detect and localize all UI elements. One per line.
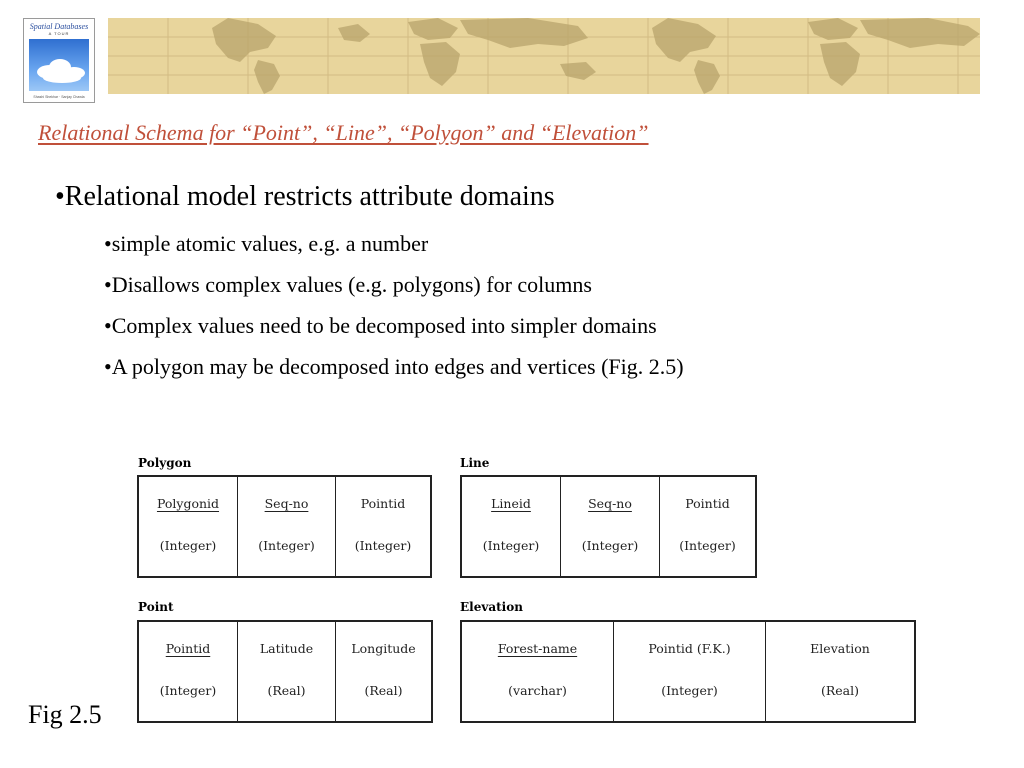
world-map-banner (108, 18, 980, 94)
point-column (238, 622, 336, 721)
column-name: Pointid (165, 641, 211, 656)
polygon-column (336, 477, 430, 576)
point-column (336, 622, 431, 721)
point-relation-table (137, 620, 433, 723)
bullet-main: •Relational model restricts attribute domains (55, 181, 555, 212)
column-name: Lineid (491, 496, 531, 511)
column-type: (Real) (364, 683, 403, 698)
line-column (660, 477, 755, 576)
book-cover-title: Spatial Databases (29, 22, 89, 31)
book-cover-authors: Shashi Shekhar · Sanjay Chawla (33, 95, 85, 99)
point-column (139, 622, 238, 721)
line-column (462, 477, 561, 576)
column-type: (Integer) (581, 538, 639, 553)
polygon-relation-table (137, 475, 432, 578)
column-type: (varchar) (508, 683, 567, 698)
column-type: (Real) (267, 683, 306, 698)
bullet-sub-2: •Disallows complex values (e.g. polygons) for columns (104, 272, 592, 297)
line-relation-table (460, 475, 757, 578)
column-name: Longitude (351, 641, 416, 656)
polygon-column (139, 477, 238, 576)
column-name: Pointid (360, 496, 406, 511)
elevation-column (614, 622, 766, 721)
column-type: (Integer) (354, 538, 412, 553)
bullet-sub-3: •Complex values need to be decomposed into simpler domains (104, 313, 657, 338)
column-name: Seq-no (588, 496, 632, 511)
column-type: (Integer) (482, 538, 540, 553)
bullet-sub-1: •simple atomic values, e.g. a number (104, 231, 429, 256)
elevation-column (462, 622, 614, 721)
column-name: Elevation (810, 641, 870, 656)
column-type: (Integer) (258, 538, 315, 553)
column-name: Polygonid (156, 496, 220, 511)
column-type: (Real) (820, 683, 859, 698)
column-name: Forest-name (497, 641, 578, 656)
column-type: (Integer) (159, 538, 217, 553)
elevation-relation-table (460, 620, 916, 723)
point-relation-name: Point (138, 600, 174, 614)
book-cover-sky-image (29, 39, 89, 91)
column-type: (Integer) (159, 683, 217, 698)
column-name: Seq-no (264, 496, 309, 511)
column-name: Pointid (F.K.) (648, 641, 731, 656)
polygon-relation-name: Polygon (138, 456, 192, 470)
column-type: (Integer) (661, 683, 718, 698)
elevation-relation-name: Elevation (460, 600, 523, 614)
figure-label: Fig 2.5 (28, 700, 102, 729)
bullet-sub-4: •A polygon may be decomposed into edges and vertices (Fig. 2.5) (104, 354, 684, 379)
column-name: Pointid (685, 496, 730, 511)
book-cover-image (23, 18, 95, 103)
column-name: Latitude (259, 641, 314, 656)
line-column (561, 477, 660, 576)
elevation-column (766, 622, 914, 721)
book-cover-subtitle: A TOUR (48, 31, 70, 36)
column-type: (Integer) (679, 538, 736, 553)
polygon-column (238, 477, 336, 576)
line-relation-name: Line (460, 456, 490, 470)
slide-title: Relational Schema for “Point”, “Line”, “Polygon” and “Elevation” (38, 120, 649, 145)
